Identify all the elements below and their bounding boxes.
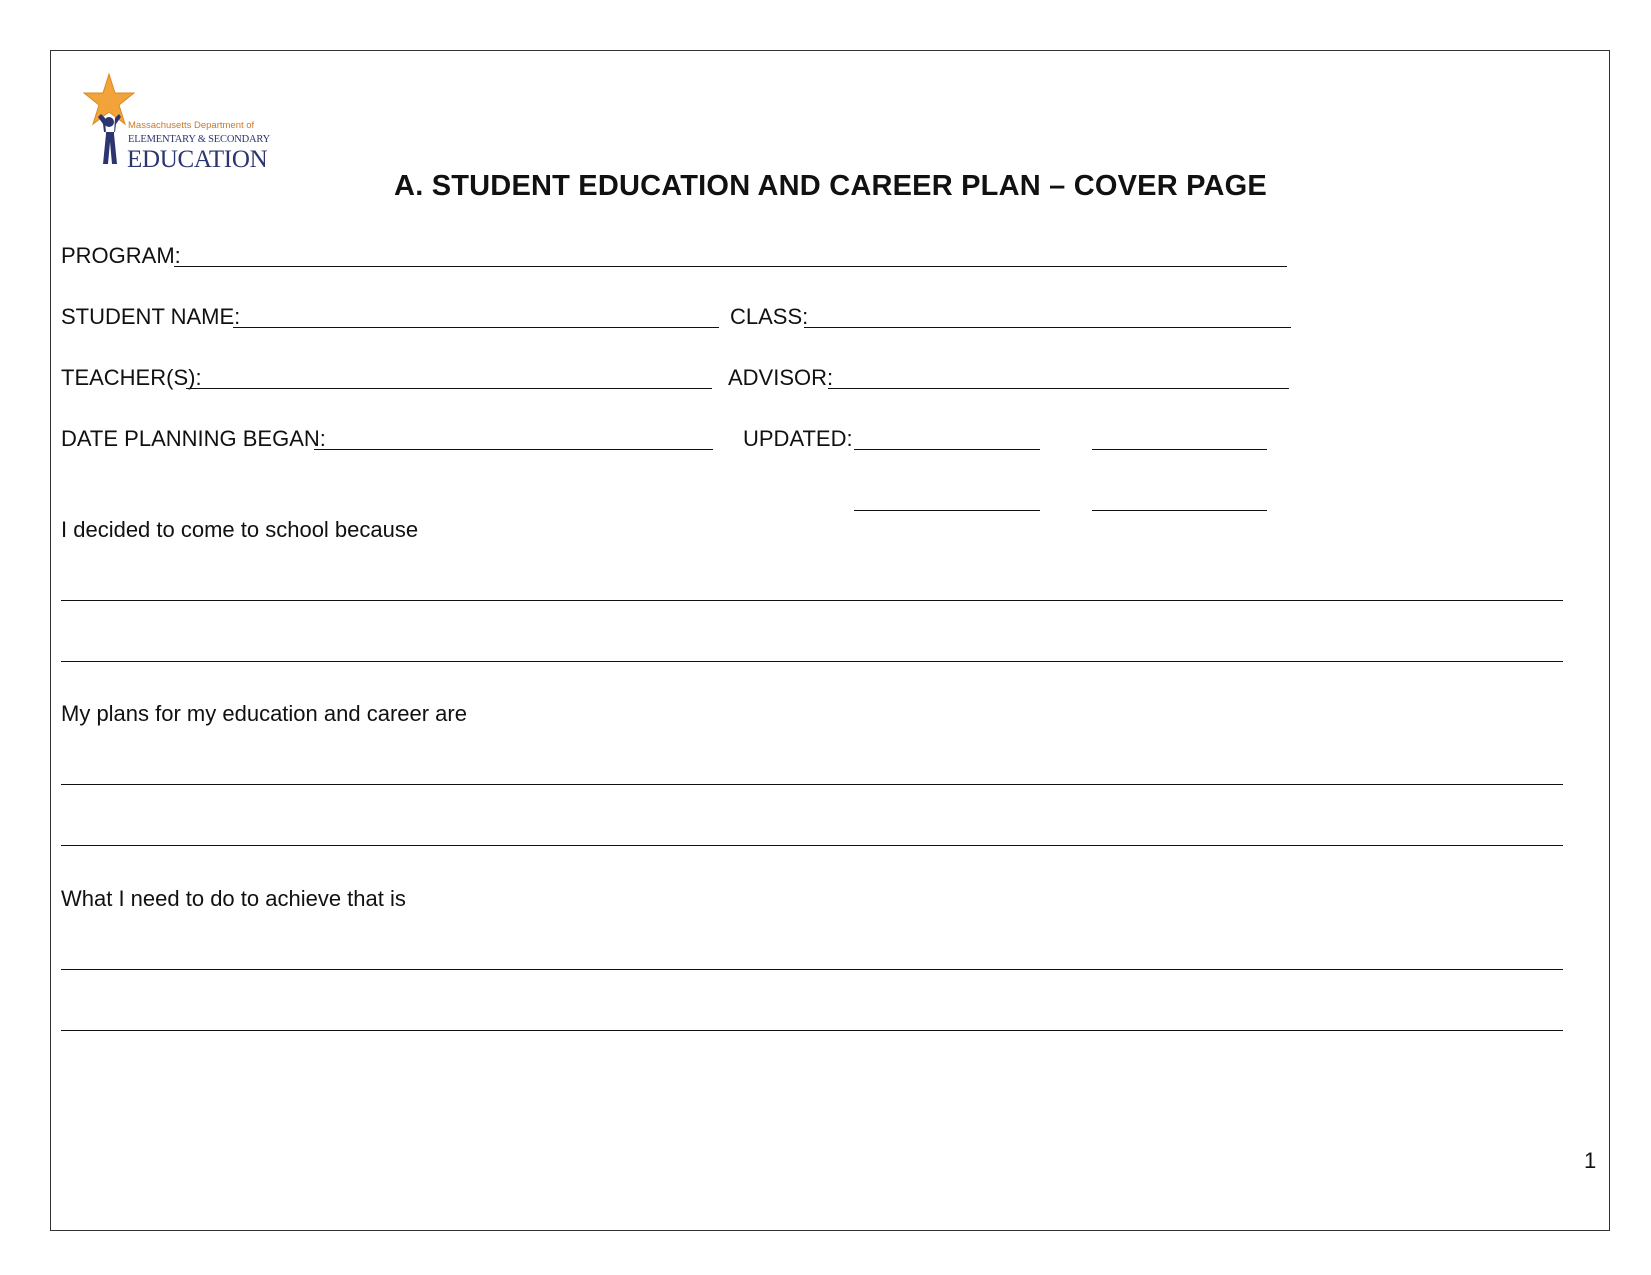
plans-answer-line-1[interactable]	[61, 784, 1563, 785]
teachers-label: TEACHER(S):	[61, 365, 202, 390]
needs-answer-line-1[interactable]	[61, 969, 1563, 970]
class-label: CLASS:	[730, 304, 809, 329]
date-planning-began-field[interactable]	[314, 449, 713, 450]
reason-prompt: I decided to come to school because	[61, 517, 419, 542]
page-number: 1	[1584, 1148, 1597, 1173]
star-icon	[84, 74, 134, 124]
advisor-field[interactable]	[828, 388, 1289, 389]
plans-prompt: My plans for my education and career are	[61, 701, 467, 726]
page-title-text: A. STUDENT EDUCATION AND CAREER PLAN – COVER PAGE	[394, 170, 1267, 202]
logo-line-2: ELEMENTARY & SECONDARY	[128, 134, 270, 145]
reason-answer-line-1[interactable]	[61, 600, 1563, 601]
updated-date-field-4[interactable]	[1092, 510, 1267, 511]
plans-answer-line-2[interactable]	[61, 845, 1563, 846]
student-name-field[interactable]	[233, 327, 719, 328]
updated-date-field-3[interactable]	[854, 510, 1040, 511]
needs-answer-line-2[interactable]	[61, 1030, 1563, 1031]
teachers-field[interactable]	[186, 388, 712, 389]
page-title	[0, 170, 1651, 203]
person-icon	[98, 114, 121, 164]
needs-prompt: What I need to do to achieve that is	[61, 886, 406, 911]
updated-date-field-1[interactable]	[854, 449, 1040, 450]
student-name-label: STUDENT NAME:	[61, 304, 241, 329]
advisor-label: ADVISOR:	[728, 365, 834, 390]
logo-line-3: EDUCATION	[127, 146, 268, 173]
program-label: PROGRAM:	[61, 243, 181, 268]
logo-line-1: Massachusetts Department of	[128, 120, 255, 131]
class-field[interactable]	[804, 327, 1291, 328]
date-planning-began-label: DATE PLANNING BEGAN:	[61, 426, 326, 451]
page-border	[50, 50, 1610, 1231]
updated-date-field-2[interactable]	[1092, 449, 1267, 450]
updated-label: UPDATED:	[743, 426, 853, 451]
reason-answer-line-2[interactable]	[61, 661, 1563, 662]
program-field[interactable]	[174, 266, 1287, 267]
